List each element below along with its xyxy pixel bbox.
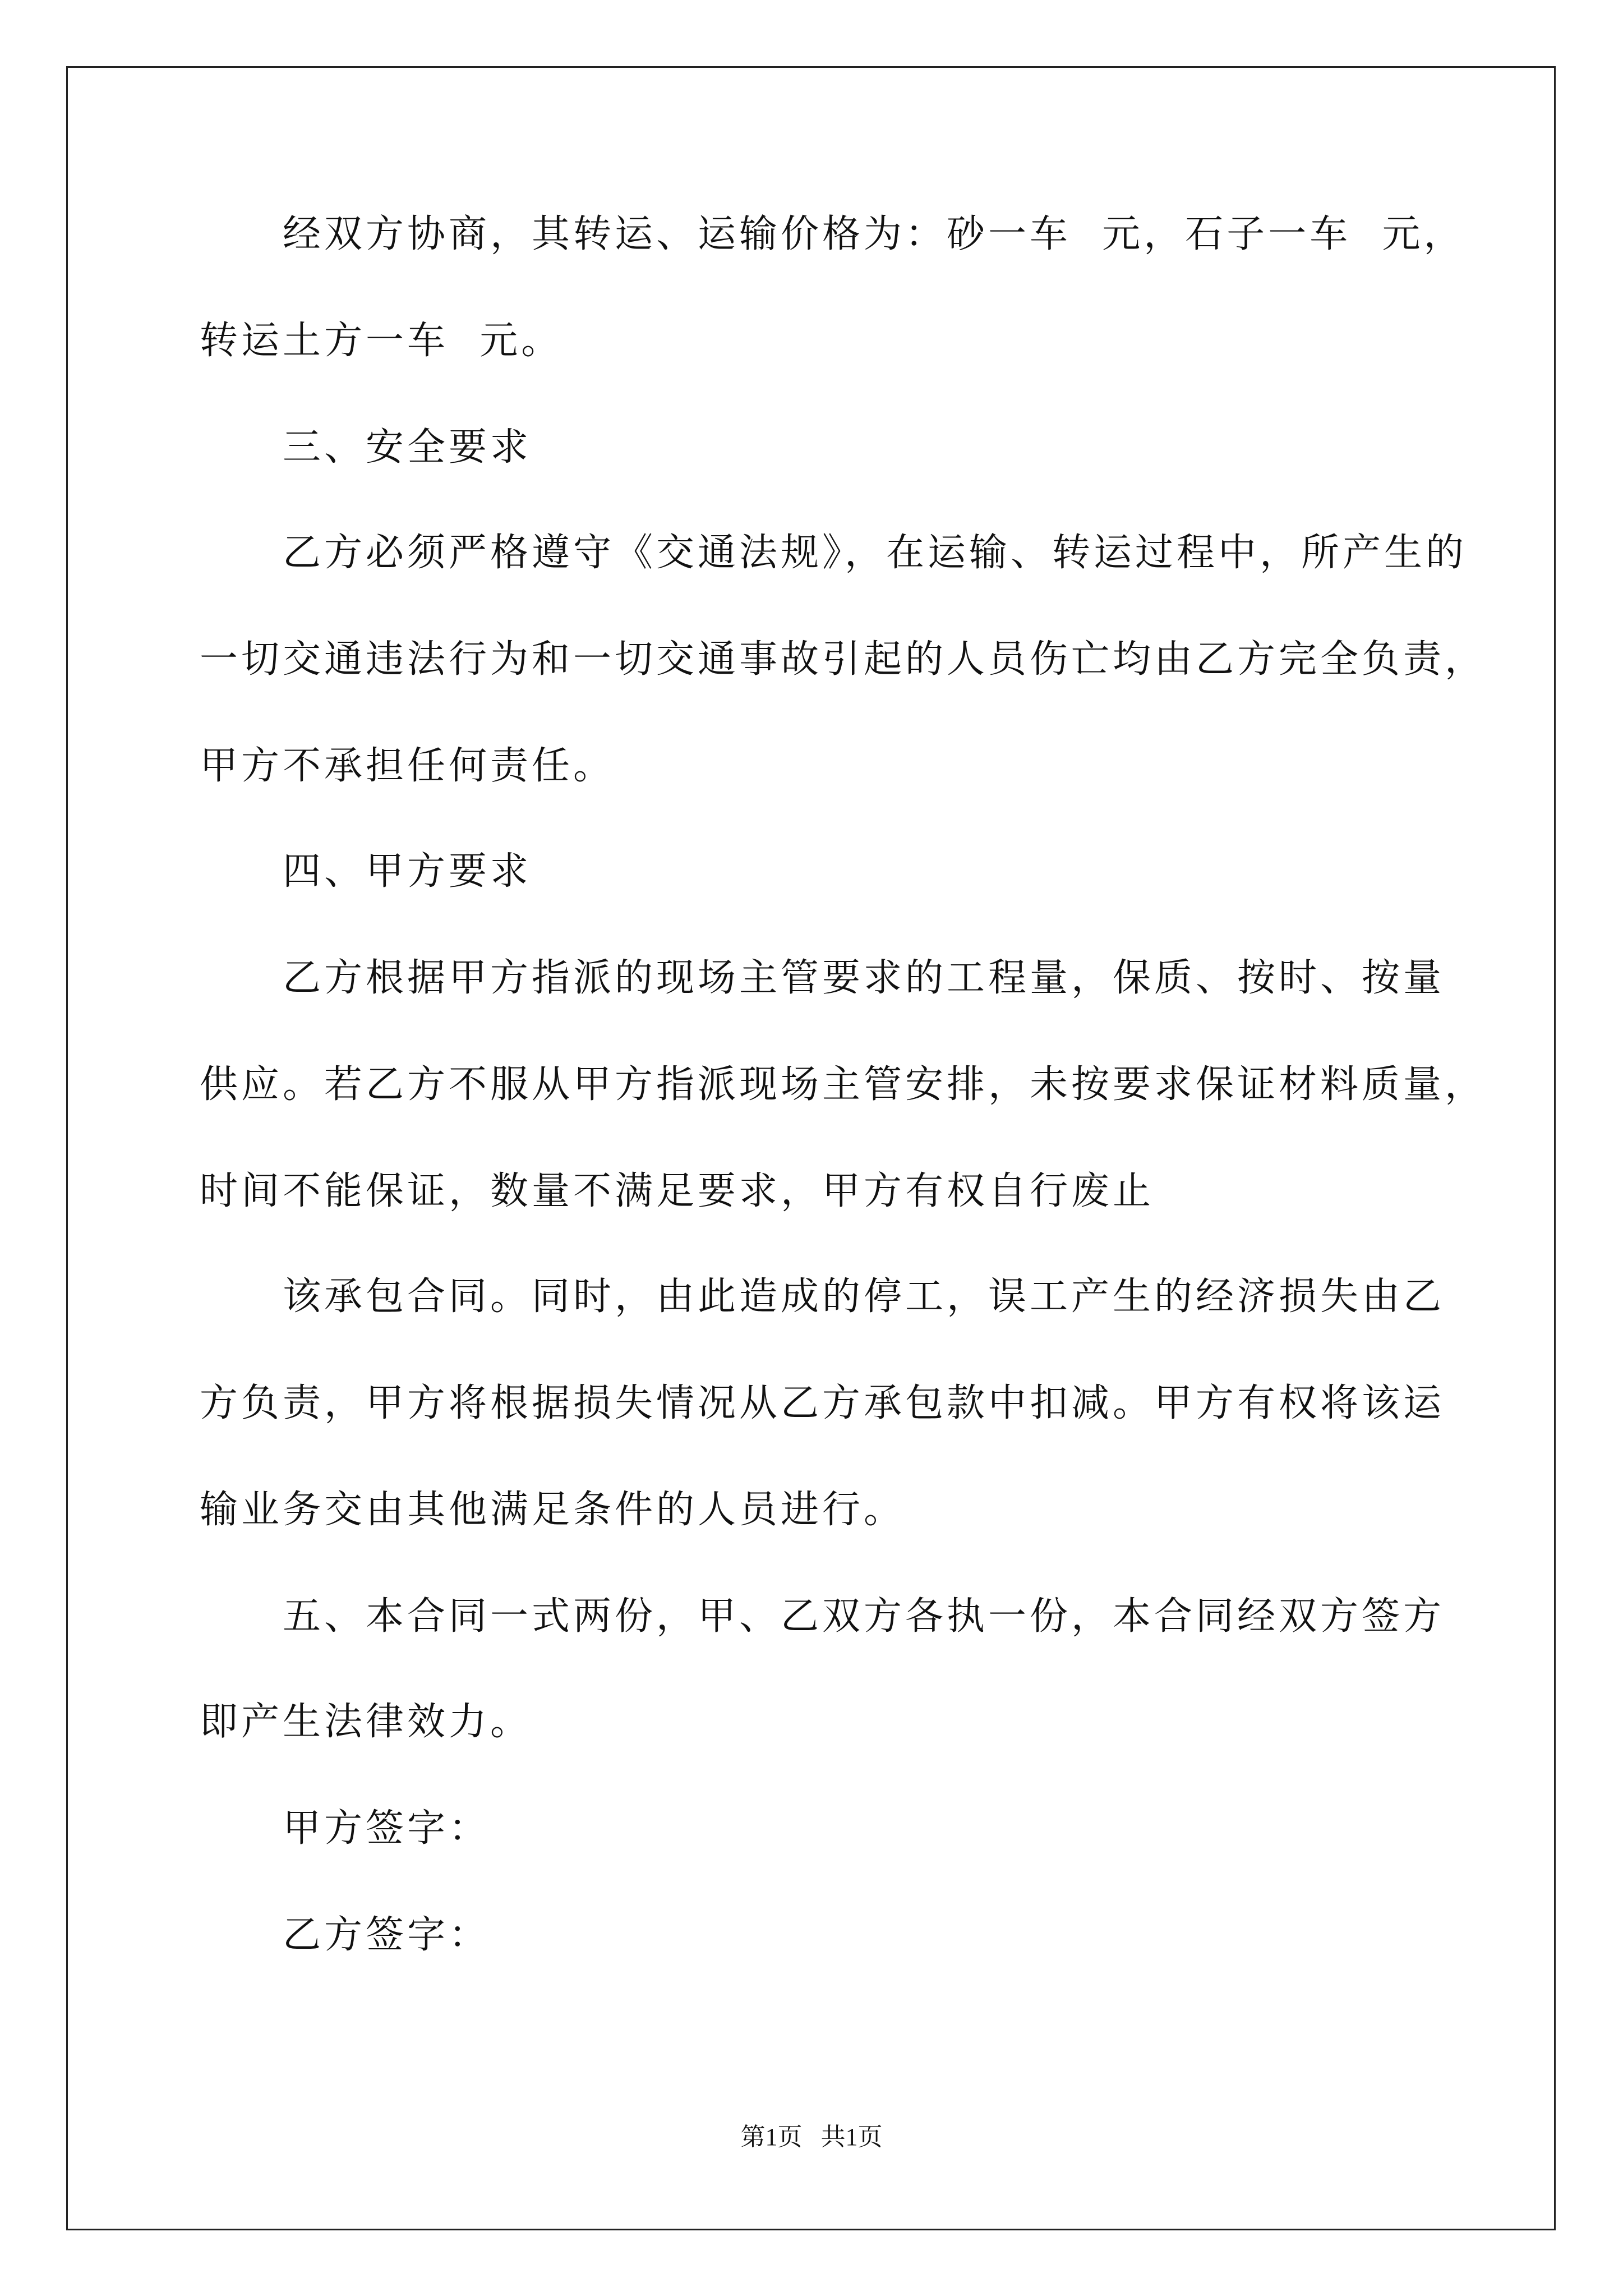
party-b-signature-label: 乙方签字： xyxy=(283,1913,491,1957)
section-heading: 四、甲方要求 xyxy=(283,849,532,894)
paragraph-line: 输业务交由其他满足条件的人员进行。 xyxy=(200,1488,906,1532)
paragraph-line: 该承包合同。同时，由此造成的停工，误工产生的经济损失由乙 xyxy=(283,1274,1445,1319)
paragraph-line: 乙方必须严格遵守《交通法规》，在运输、转运过程中，所产生的 xyxy=(283,531,1468,575)
paragraph-line: 供应。若乙方不服从甲方指派现场主管安排，未按要求保证材料质量， xyxy=(200,1062,1487,1107)
paragraph-line: 甲方不承担任何责任。 xyxy=(200,744,615,788)
paragraph-line: 五、本合同一式两份，甲、乙双方各执一份，本合同经双方签方 xyxy=(283,1594,1445,1639)
page-footer: 第1页 共1页 xyxy=(740,2123,883,2151)
paragraph-line: 方负责，甲方将根据损失情况从乙方承包款中扣减。甲方有权将该运 xyxy=(200,1381,1445,1425)
paragraph-line: 乙方根据甲方指派的现场主管要求的工程量，保质、按时、按量 xyxy=(283,956,1445,1000)
paragraph-line: 一切交通违法行为和一切交通事故引起的人员伤亡均由乙方完全负责， xyxy=(200,637,1487,682)
page-border xyxy=(66,66,1556,2230)
party-a-signature-label: 甲方签字： xyxy=(283,1806,491,1851)
section-heading: 三、安全要求 xyxy=(283,425,532,470)
paragraph-line: 即产生法律效力。 xyxy=(200,1700,532,1744)
paragraph-line: 时间不能保证，数量不满足要求，甲方有权自行废止 xyxy=(200,1169,1155,1213)
paragraph-line: 转运土方一车 元。 xyxy=(200,319,563,363)
paragraph-line: 经双方协商，其转运、运输价格为：砂一车 元，石子一车 元， xyxy=(283,212,1465,256)
